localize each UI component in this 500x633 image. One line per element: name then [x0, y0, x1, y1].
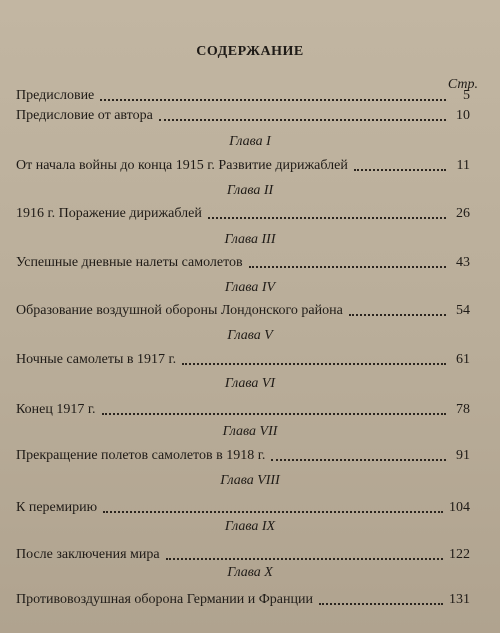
dot-leader	[354, 169, 446, 171]
entry-page: 104	[449, 500, 470, 515]
chapter-heading: Глава VII	[222, 424, 278, 439]
dot-leader	[208, 217, 446, 219]
entry-page: 91	[456, 448, 470, 463]
entry-text: Ночные самолеты в 1917 г.	[16, 352, 177, 367]
toc-entry	[16, 253, 470, 273]
entry-text: После заключения мира	[16, 547, 160, 562]
toc-entry-preface	[16, 86, 470, 106]
page-column-label: Стр.	[447, 77, 478, 92]
toc-entry	[16, 400, 470, 420]
toc-entry	[16, 204, 470, 224]
page-title: СОДЕРЖАНИЕ	[196, 44, 304, 59]
chapter-heading: Глава VI	[224, 376, 276, 391]
entry-text: К перемирию	[16, 500, 98, 515]
chapter-heading: Глава IV	[224, 280, 276, 295]
dot-leader	[271, 459, 446, 461]
entry-page: 11	[456, 158, 470, 173]
chapter-heading: Глава V	[227, 328, 273, 343]
dot-leader	[100, 99, 446, 101]
entry-page: 43	[456, 255, 470, 270]
toc-entry	[16, 498, 470, 518]
chapter-heading: Глава II	[226, 183, 274, 198]
dot-leader	[166, 558, 443, 560]
entry-text: Прекращение полетов самолетов в 1918 г.	[16, 448, 266, 463]
chapter-heading: Глава X	[227, 565, 273, 580]
toc-entry-author-preface	[16, 106, 470, 126]
chapter-heading: Глава I	[229, 134, 271, 149]
chapter-heading: Глава III	[224, 232, 276, 247]
dot-leader	[349, 314, 446, 316]
entry-text: От начала войны до конца 1915 г. Развитие дирижаблей	[16, 158, 348, 173]
toc-entry	[16, 301, 470, 321]
toc-entry	[16, 545, 470, 565]
entry-text: Противовоздушная оборона Германии и Франции	[16, 592, 313, 607]
entry-page: 54	[456, 303, 470, 318]
dot-leader	[182, 363, 446, 365]
chapter-heading: Глава VIII	[220, 473, 280, 488]
dot-leader	[159, 119, 446, 121]
dot-leader	[102, 413, 446, 415]
entry-page: 10	[456, 108, 470, 123]
entry-text: Предисловие	[16, 88, 95, 103]
entry-page: 61	[456, 352, 470, 367]
entry-text: Конец 1917 г.	[16, 402, 96, 417]
dot-leader	[319, 603, 443, 605]
toc-entry	[16, 156, 470, 176]
entry-text: Успешные дневные налеты самолетов	[16, 255, 243, 270]
entry-page: 78	[456, 402, 470, 417]
entry-page: 122	[449, 547, 470, 562]
dot-leader	[249, 266, 446, 268]
entry-page: 131	[449, 592, 470, 607]
toc-entry	[16, 590, 470, 610]
toc-entry	[16, 350, 470, 370]
entry-text: Предисловие от автора	[16, 108, 153, 123]
toc-entry	[16, 446, 470, 466]
chapter-heading: Глава IX	[224, 519, 276, 534]
dot-leader	[103, 511, 443, 513]
entry-page: 5	[463, 88, 470, 103]
entry-text: 1916 г. Поражение дирижаблей	[16, 206, 202, 221]
entry-page: 26	[456, 206, 470, 221]
entry-text: Образование воздушной обороны Лондонского района	[16, 303, 343, 318]
